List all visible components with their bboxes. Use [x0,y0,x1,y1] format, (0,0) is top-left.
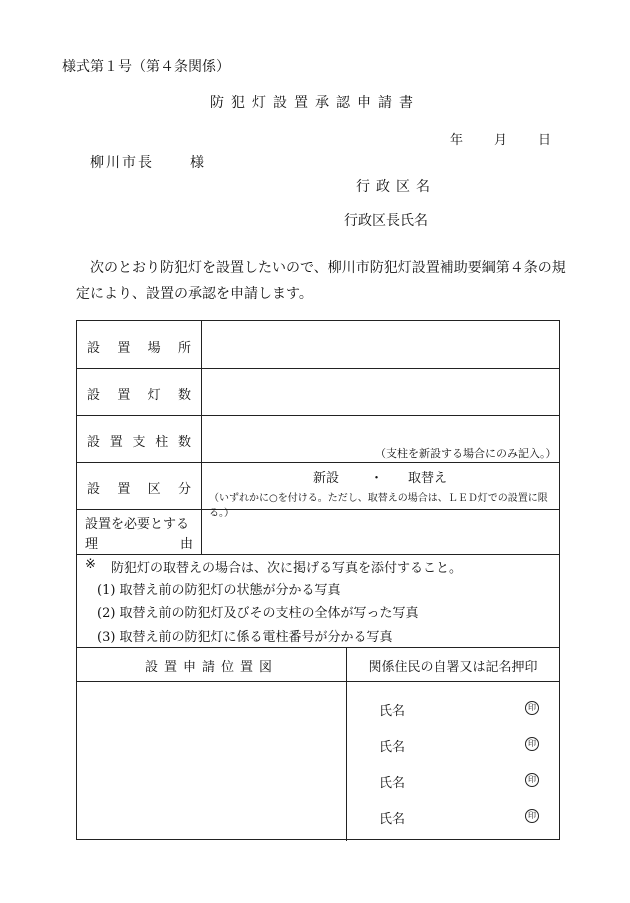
date-line [450,129,551,148]
date-day: 日 [538,133,552,148]
form-number: 様式第１号（第４条関係） [62,59,230,75]
application-table [76,320,560,840]
district-head-label: 行政区長氏名 [344,213,428,229]
category-option-replace[interactable]: 取替え [408,471,448,486]
district-name-label: 行政区名 [356,179,436,195]
signature-name-label-2: 氏名 [379,740,406,755]
category-separator: ・ [370,471,384,486]
reason-label-line2: 理 由 [85,537,193,552]
pole-count-label: 設 置 支 柱 数 [87,435,191,450]
application-text: 次のとおり防犯灯を設置したいので、柳川市防犯灯設置補助要綱第４条の規定により、設置の承認を申請します。 [76,260,566,302]
date-month: 月 [494,133,508,148]
photo-item-1: (1) 取替え前の防犯灯の状態が分かる写真 [97,583,341,598]
category-option-new[interactable]: 新設 [313,471,340,486]
location-map-area[interactable] [78,683,345,839]
seal-mark-2: 印 [525,737,539,751]
photo-note-text: 防犯灯の取替えの場合は、次に掲げる写真を添付すること。 [111,561,463,576]
date-year: 年 [450,133,464,148]
lamp-count-field[interactable] [203,369,559,414]
photo-item-2: (2) 取替え前の防犯灯及びその支柱の全体が写った写真 [97,606,419,621]
pole-count-note: （支柱を新設する場合にのみ記入。） [375,447,557,460]
seal-mark-1: 印 [525,701,539,715]
seal-mark-3: 印 [525,773,539,787]
location-map-header: 設置申請位置図 [144,660,278,675]
addressee [90,152,206,172]
addressee-honorific: 様 [190,155,206,171]
photo-item-3: (3) 取替え前の防犯灯に係る電柱番号が分かる写真 [97,630,393,645]
signature-name-label-3: 氏名 [379,776,406,791]
photo-note-mark: ※ [85,557,96,572]
signature-header: 関係住民の自署又は記名押印 [368,660,538,675]
reason-label-line1: 設置を必要とする [85,517,190,532]
category-label: 設 置 区 分 [87,482,191,497]
addressee-name: 柳川市長 [90,155,154,171]
document-title: 防犯灯設置承認申請書 [210,95,420,111]
signature-name-label-1: 氏名 [379,704,406,719]
reason-field[interactable] [203,510,559,553]
seal-mark-4: 印 [525,809,539,823]
category-note: （いずれかに○を付ける。ただし、取替えの場合は、ＬＥＤ灯での設置に限る。） [209,493,548,519]
location-field[interactable] [203,322,559,367]
signature-name-label-4: 氏名 [379,812,406,827]
lamp-count-label: 設 置 灯 数 [87,388,191,403]
location-label: 設 置 場 所 [87,341,191,356]
